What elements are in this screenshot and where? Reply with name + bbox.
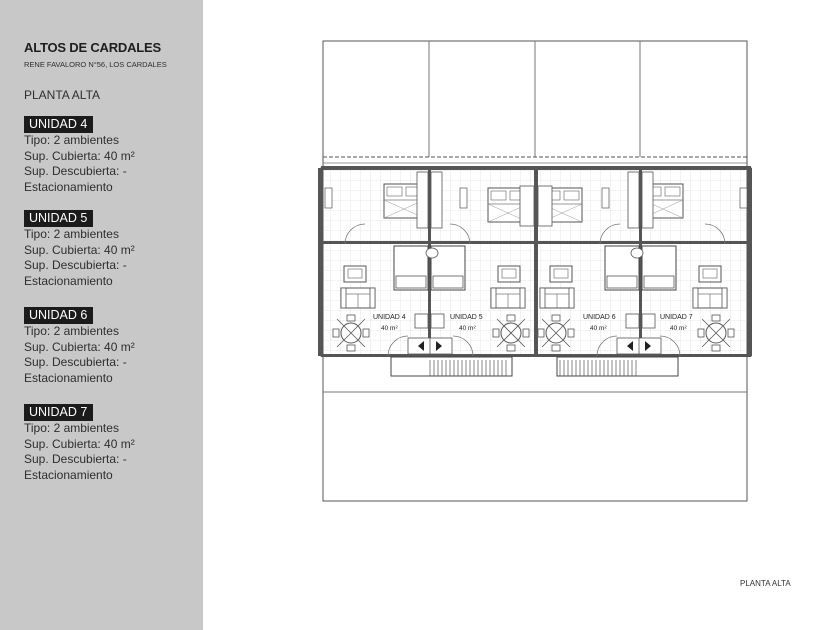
plan-unit-area-7: 40 m² (670, 325, 687, 332)
unit-uncovered-area: Sup. Descubierta: - (24, 258, 127, 272)
floor-label: PLANTA ALTA (24, 88, 101, 102)
unit-type: Tipo: 2 ambientes (24, 133, 119, 147)
project-address: RENE FAVALORO N°56, LOS CARDALES (24, 60, 167, 69)
unit-covered-area: Sup. Cubierta: 40 m² (24, 339, 135, 354)
unit-covered-area: Sup. Cubierta: 40 m² (24, 242, 135, 257)
unit-uncovered-area: Sup. Descubierta: - (24, 164, 127, 178)
unit-parking: Estacionamiento (24, 370, 113, 385)
plan-unit-label-6: UNIDAD 6 (583, 314, 616, 321)
unit-covered-area: Sup. Cubierta: 40 m² (24, 436, 135, 451)
unit-type: Tipo: 2 ambientes (24, 421, 119, 435)
unit-covered-area: Sup. Cubierta: 40 m² (24, 148, 135, 163)
plan-unit-label-4: UNIDAD 4 (373, 314, 406, 321)
unit-parking: Estacionamiento (24, 179, 113, 194)
unit-badge: UNIDAD 4 (24, 116, 93, 133)
project-title: ALTOS DE CARDALES (24, 40, 161, 55)
plan-unit-label-7: UNIDAD 7 (660, 314, 693, 321)
unit-type: Tipo: 2 ambientes (24, 324, 119, 338)
plan-unit-area-4: 40 m² (381, 325, 398, 332)
unit-parking: Estacionamiento (24, 273, 113, 288)
unit-badge: UNIDAD 5 (24, 210, 93, 227)
unit-type: Tipo: 2 ambientes (24, 227, 119, 241)
unit-badge: UNIDAD 6 (24, 307, 93, 324)
plan-unit-area-6: 40 m² (590, 325, 607, 332)
unit-uncovered-area: Sup. Descubierta: - (24, 355, 127, 369)
unit-badge: UNIDAD 7 (24, 404, 93, 421)
unit-uncovered-area: Sup. Descubierta: - (24, 452, 127, 466)
plan-footer-label: PLANTA ALTA (740, 579, 791, 588)
plan-unit-label-5: UNIDAD 5 (450, 314, 483, 321)
plan-unit-area-5: 40 m² (459, 325, 476, 332)
unit-parking: Estacionamiento (24, 467, 113, 482)
